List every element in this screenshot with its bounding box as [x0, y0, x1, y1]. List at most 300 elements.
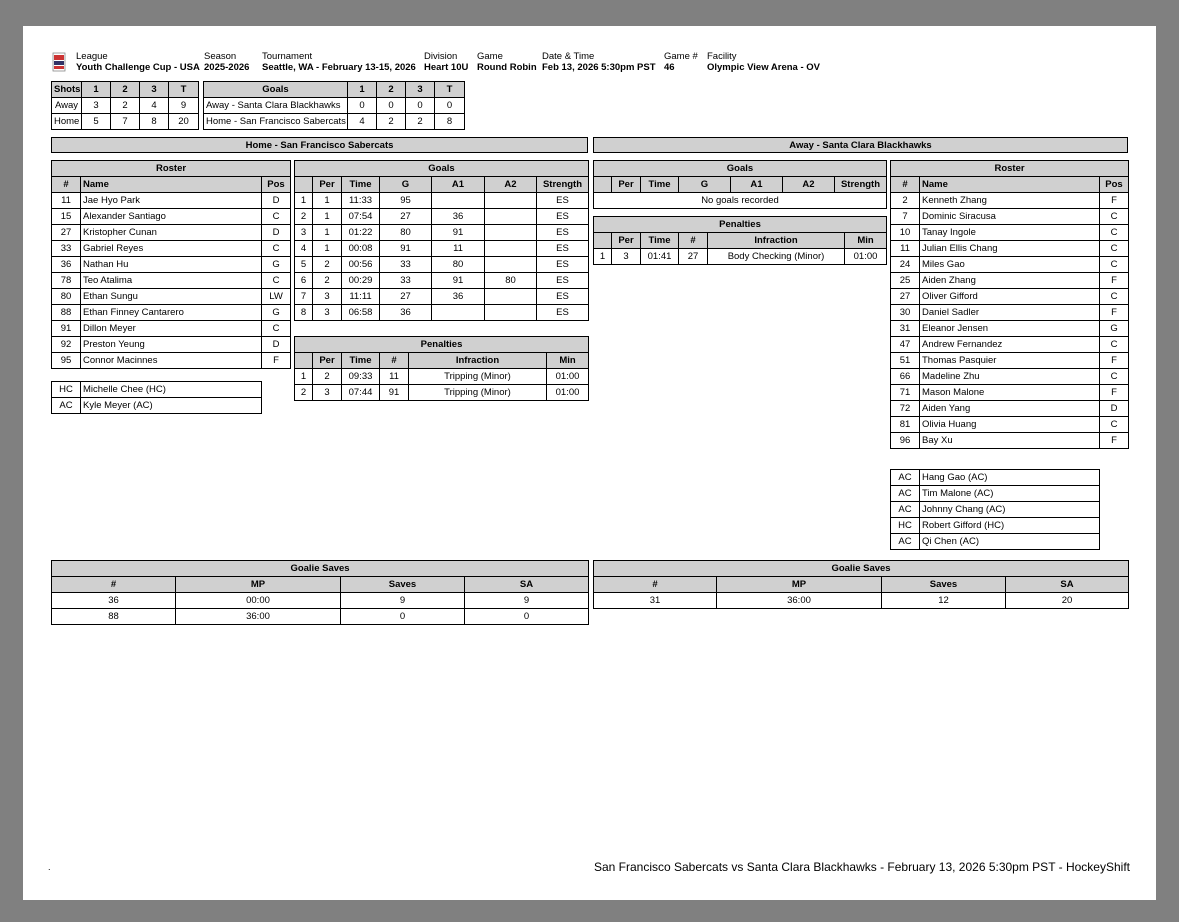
division-value: Heart 10U	[424, 62, 469, 73]
table-cell: Dominic Siracusa	[920, 209, 1100, 225]
table-cell: C	[1100, 369, 1129, 385]
table-cell: AC	[52, 398, 81, 414]
table-cell	[485, 257, 537, 273]
table-cell: 95	[52, 353, 81, 369]
table-cell: 7	[111, 114, 140, 130]
table-cell: 92	[52, 337, 81, 353]
home-roster-row	[52, 305, 291, 321]
shots-row	[52, 98, 199, 114]
column-header	[295, 177, 313, 193]
column-header	[594, 177, 612, 193]
table-cell: Alexander Santiago	[81, 209, 262, 225]
away-roster-table	[890, 160, 1129, 449]
table-cell: 4	[140, 98, 169, 114]
column-header: Infraction	[708, 233, 845, 249]
away-staff-table	[890, 469, 1100, 550]
column-header: MP	[717, 577, 882, 593]
facility-info	[707, 51, 820, 73]
table-cell: 31	[594, 593, 717, 609]
column-header: Time	[641, 177, 679, 193]
table-cell: Ethan Finney Cantarero	[81, 305, 262, 321]
table-cell: 1	[313, 193, 342, 209]
away-staff-row	[891, 470, 1100, 486]
table-cell: 36	[52, 257, 81, 273]
table-cell: C	[262, 321, 291, 337]
column-header: A2	[783, 177, 835, 193]
table-cell: D	[262, 225, 291, 241]
table-cell: 8	[435, 114, 465, 130]
away-penalty-row	[594, 249, 887, 265]
table-cell: 31	[891, 321, 920, 337]
home-goals-title: Goals	[295, 161, 589, 177]
facility-value: Olympic View Arena - OV	[707, 62, 820, 73]
away-roster-row	[891, 241, 1129, 257]
away-roster-row	[891, 257, 1129, 273]
league-label: League	[76, 51, 108, 62]
column-header: 2	[377, 82, 406, 98]
game-info	[477, 51, 537, 73]
table-cell: ES	[537, 257, 589, 273]
table-cell: 27	[891, 289, 920, 305]
gamenum-label: Game #	[664, 51, 698, 62]
column-header: A1	[731, 177, 783, 193]
table-cell: F	[1100, 433, 1129, 449]
column-header: Time	[342, 353, 380, 369]
home-roster-table	[51, 160, 291, 369]
table-cell: 33	[380, 273, 432, 289]
table-cell: 01:22	[342, 225, 380, 241]
facility-label: Facility	[707, 51, 737, 62]
table-cell: 1	[295, 193, 313, 209]
away-roster-row	[891, 417, 1129, 433]
home-penalty-row	[295, 385, 589, 401]
footer-text: San Francisco Sabercats vs Santa Clara Blackhawks - February 13, 2026 5:30pm PST - HockeyShift	[593, 860, 1130, 874]
table-cell: ES	[537, 225, 589, 241]
column-header: Min	[547, 353, 589, 369]
table-cell: 11	[380, 369, 409, 385]
table-cell: 81	[891, 417, 920, 433]
table-cell: 20	[1006, 593, 1129, 609]
table-cell: Home	[52, 114, 82, 130]
table-cell	[485, 289, 537, 305]
column-header: T	[435, 82, 465, 98]
table-cell: 0	[341, 609, 465, 625]
table-cell: Aiden Yang	[920, 401, 1100, 417]
table-cell: 2	[406, 114, 435, 130]
table-cell: Eleanor Jensen	[920, 321, 1100, 337]
table-cell: 36:00	[717, 593, 882, 609]
table-cell: Michelle Chee (HC)	[81, 382, 262, 398]
column-header: G	[380, 177, 432, 193]
table-cell: 20	[169, 114, 199, 130]
table-cell: 80	[485, 273, 537, 289]
table-cell: 07:44	[342, 385, 380, 401]
table-cell: Qi Chen (AC)	[920, 534, 1100, 550]
table-cell: 2	[313, 257, 342, 273]
league-value: Youth Challenge Cup - USA	[76, 62, 200, 73]
datetime-info	[542, 51, 656, 73]
table-cell: F	[1100, 305, 1129, 321]
column-header: 3	[140, 82, 169, 98]
table-cell: 4	[348, 114, 377, 130]
table-cell: 72	[891, 401, 920, 417]
table-cell: Hang Gao (AC)	[920, 470, 1100, 486]
table-cell: Tripping (Minor)	[409, 369, 547, 385]
division-info	[424, 51, 468, 73]
column-header: A2	[485, 177, 537, 193]
table-cell: Jae Hyo Park	[81, 193, 262, 209]
table-cell: 6	[295, 273, 313, 289]
column-header: SA	[1006, 577, 1129, 593]
table-cell: 36	[52, 593, 176, 609]
table-cell: C	[262, 241, 291, 257]
table-cell: G	[1100, 321, 1129, 337]
table-cell: LW	[262, 289, 291, 305]
table-cell: Mason Malone	[920, 385, 1100, 401]
table-cell: 7	[891, 209, 920, 225]
table-cell: Thomas Pasquier	[920, 353, 1100, 369]
table-cell: 2	[377, 114, 406, 130]
table-cell: AC	[891, 534, 920, 550]
table-cell: 95	[380, 193, 432, 209]
table-cell: AC	[891, 502, 920, 518]
goals-summary-row	[204, 98, 465, 114]
table-cell: 5	[82, 114, 111, 130]
home-roster-row	[52, 257, 291, 273]
home-roster-row	[52, 225, 291, 241]
table-cell: C	[1100, 417, 1129, 433]
away-roster-row	[891, 289, 1129, 305]
table-cell: Bay Xu	[920, 433, 1100, 449]
table-cell: 36	[380, 305, 432, 321]
home-roster-title: Roster	[52, 161, 291, 177]
table-cell: 36	[432, 289, 485, 305]
away-staff-row	[891, 486, 1100, 502]
table-cell: 5	[295, 257, 313, 273]
table-cell: Olivia Huang	[920, 417, 1100, 433]
home-staff-row	[52, 398, 262, 414]
away-staff-row	[891, 534, 1100, 550]
table-cell: 3	[612, 249, 641, 265]
table-cell: Julian Ellis Chang	[920, 241, 1100, 257]
table-cell: 3	[313, 305, 342, 321]
table-cell: C	[262, 273, 291, 289]
table-cell: 2	[891, 193, 920, 209]
table-cell: 33	[380, 257, 432, 273]
table-cell: 51	[891, 353, 920, 369]
table-cell: C	[262, 209, 291, 225]
away-goalie-row	[594, 593, 1129, 609]
home-goal-row	[295, 193, 589, 209]
away-roster-row	[891, 337, 1129, 353]
column-header: MP	[176, 577, 341, 593]
table-cell: 36	[432, 209, 485, 225]
home-goal-row	[295, 305, 589, 321]
datetime-label: Date & Time	[542, 51, 595, 62]
away-goalie-title: Goalie Saves	[594, 561, 1129, 577]
table-cell: 11	[432, 241, 485, 257]
table-cell: ES	[537, 193, 589, 209]
table-cell: G	[262, 257, 291, 273]
away-roster-row	[891, 369, 1129, 385]
column-header: 3	[406, 82, 435, 98]
column-header: 2	[111, 82, 140, 98]
table-cell: 78	[52, 273, 81, 289]
table-cell: 91	[52, 321, 81, 337]
home-staff-row	[52, 382, 262, 398]
away-roster-row	[891, 273, 1129, 289]
table-cell: 91	[432, 273, 485, 289]
table-cell: 3	[295, 225, 313, 241]
home-goal-row	[295, 289, 589, 305]
table-cell: 11:11	[342, 289, 380, 305]
table-cell: F	[1100, 193, 1129, 209]
league-info	[76, 51, 200, 73]
table-cell: Oliver Gifford	[920, 289, 1100, 305]
table-cell: 1	[313, 241, 342, 257]
table-cell: 66	[891, 369, 920, 385]
table-cell: 00:00	[176, 593, 341, 609]
table-cell: 0	[435, 98, 465, 114]
column-header	[594, 233, 612, 249]
table-cell: 8	[295, 305, 313, 321]
gamenum-value: 46	[664, 62, 675, 73]
home-roster-row	[52, 321, 291, 337]
league-logo-icon	[52, 52, 66, 72]
table-cell: F	[1100, 385, 1129, 401]
home-roster-row	[52, 209, 291, 225]
table-cell: 8	[140, 114, 169, 130]
away-roster-row	[891, 209, 1129, 225]
away-roster-row	[891, 225, 1129, 241]
season-value: 2025-2026	[204, 62, 250, 73]
goals-summary-table	[203, 81, 465, 130]
table-cell: 01:00	[547, 385, 589, 401]
column-header: Strength	[835, 177, 887, 193]
column-header: T	[169, 82, 199, 98]
table-cell	[485, 193, 537, 209]
table-cell: 96	[891, 433, 920, 449]
away-roster-title: Roster	[891, 161, 1129, 177]
table-cell: 33	[52, 241, 81, 257]
column-header: #	[380, 353, 409, 369]
table-cell: Tripping (Minor)	[409, 385, 547, 401]
table-cell: 7	[295, 289, 313, 305]
column-header: Saves	[882, 577, 1006, 593]
table-cell: Dillon Meyer	[81, 321, 262, 337]
footer-dot: .	[48, 862, 51, 872]
table-cell: 00:08	[342, 241, 380, 257]
table-cell: 2	[313, 273, 342, 289]
table-cell: 27	[679, 249, 708, 265]
column-header: Name	[920, 177, 1100, 193]
column-header: SA	[465, 577, 589, 593]
home-goalie-row	[52, 609, 589, 625]
table-cell: C	[1100, 337, 1129, 353]
away-goals-table	[593, 160, 887, 209]
table-cell: 1	[594, 249, 612, 265]
table-cell	[432, 193, 485, 209]
table-cell	[485, 209, 537, 225]
table-cell: ES	[537, 305, 589, 321]
home-penalties-title: Penalties	[295, 337, 589, 353]
column-header: #	[594, 577, 717, 593]
column-header: Time	[342, 177, 380, 193]
table-cell: 15	[52, 209, 81, 225]
tournament-label: Tournament	[262, 51, 313, 62]
away-roster-row	[891, 353, 1129, 369]
column-header: #	[52, 177, 81, 193]
home-goal-row	[295, 241, 589, 257]
table-cell: 09:33	[342, 369, 380, 385]
table-cell: 88	[52, 305, 81, 321]
table-cell: AC	[891, 470, 920, 486]
table-cell	[432, 305, 485, 321]
table-cell: 0	[377, 98, 406, 114]
table-cell: Johnny Chang (AC)	[920, 502, 1100, 518]
table-cell: F	[1100, 353, 1129, 369]
table-cell	[485, 225, 537, 241]
table-cell: Nathan Hu	[81, 257, 262, 273]
table-cell: HC	[52, 382, 81, 398]
column-header: Per	[612, 177, 641, 193]
table-cell: ES	[537, 289, 589, 305]
home-goal-row	[295, 273, 589, 289]
table-cell: 80	[432, 257, 485, 273]
shots-table	[51, 81, 199, 130]
no-goals-message: No goals recorded	[594, 193, 887, 209]
column-header	[295, 353, 313, 369]
table-cell: 0	[406, 98, 435, 114]
column-header: #	[679, 233, 708, 249]
away-goalie-table	[593, 560, 1129, 609]
column-header: #	[891, 177, 920, 193]
table-cell: 2	[295, 209, 313, 225]
away-staff-row	[891, 518, 1100, 534]
table-cell: C	[1100, 257, 1129, 273]
table-cell: 2	[295, 385, 313, 401]
away-roster-row	[891, 305, 1129, 321]
home-roster-row	[52, 353, 291, 369]
table-cell: C	[1100, 209, 1129, 225]
away-penalties-table	[593, 216, 887, 265]
away-roster-row	[891, 193, 1129, 209]
column-header: Pos	[1100, 177, 1129, 193]
column-header: Goals	[204, 82, 348, 98]
home-goalie-row	[52, 593, 589, 609]
table-cell: 10	[891, 225, 920, 241]
column-header: Per	[313, 353, 342, 369]
table-cell: Ethan Sungu	[81, 289, 262, 305]
table-cell: G	[262, 305, 291, 321]
table-cell: 1	[313, 225, 342, 241]
table-cell: Andrew Fernandez	[920, 337, 1100, 353]
table-cell: 00:29	[342, 273, 380, 289]
home-roster-row	[52, 289, 291, 305]
shots-row	[52, 114, 199, 130]
table-cell: 11:33	[342, 193, 380, 209]
table-cell: 11	[891, 241, 920, 257]
table-cell: Kenneth Zhang	[920, 193, 1100, 209]
away-goals-title: Goals	[594, 161, 887, 177]
column-header: Saves	[341, 577, 465, 593]
column-header: A1	[432, 177, 485, 193]
home-team-title: Home - San Francisco Sabercats	[51, 137, 588, 153]
table-cell: Madeline Zhu	[920, 369, 1100, 385]
table-cell: 4	[295, 241, 313, 257]
table-cell: 25	[891, 273, 920, 289]
table-cell: Away - Santa Clara Blackhawks	[204, 98, 348, 114]
table-cell: 3	[313, 289, 342, 305]
home-goal-row	[295, 225, 589, 241]
away-roster-row	[891, 401, 1129, 417]
tournament-info	[262, 51, 416, 73]
score-sheet	[23, 26, 1156, 900]
home-goalie-table	[51, 560, 589, 625]
table-cell: 06:58	[342, 305, 380, 321]
table-cell: HC	[891, 518, 920, 534]
table-cell: 88	[52, 609, 176, 625]
table-cell: ES	[537, 273, 589, 289]
table-cell: Away	[52, 98, 82, 114]
table-cell: Gabriel Reyes	[81, 241, 262, 257]
table-cell: 80	[52, 289, 81, 305]
table-cell: F	[262, 353, 291, 369]
column-header: Pos	[262, 177, 291, 193]
table-cell: 11	[52, 193, 81, 209]
table-cell: 3	[82, 98, 111, 114]
column-header: Min	[845, 233, 887, 249]
table-cell: 1	[295, 369, 313, 385]
table-cell: Robert Gifford (HC)	[920, 518, 1100, 534]
away-roster-row	[891, 433, 1129, 449]
home-goalie-title: Goalie Saves	[52, 561, 589, 577]
season-info	[204, 51, 249, 73]
home-roster-row	[52, 241, 291, 257]
away-roster-row	[891, 321, 1129, 337]
table-cell: Miles Gao	[920, 257, 1100, 273]
gamenum-info	[664, 51, 698, 73]
tournament-value: Seattle, WA - February 13-15, 2026	[262, 62, 416, 73]
table-cell: Kyle Meyer (AC)	[81, 398, 262, 414]
home-roster-row	[52, 193, 291, 209]
table-cell: 27	[52, 225, 81, 241]
table-cell: D	[1100, 401, 1129, 417]
table-cell: 36:00	[176, 609, 341, 625]
table-cell: Home - San Francisco Sabercats	[204, 114, 348, 130]
table-cell: 1	[313, 209, 342, 225]
home-goals-table	[294, 160, 589, 321]
table-cell: 0	[348, 98, 377, 114]
table-cell: Connor Macinnes	[81, 353, 262, 369]
column-header: Shots	[52, 82, 82, 98]
table-cell: Daniel Sadler	[920, 305, 1100, 321]
column-header: Infraction	[409, 353, 547, 369]
table-cell: ES	[537, 241, 589, 257]
datetime-value: Feb 13, 2026 5:30pm PST	[542, 62, 656, 73]
table-cell	[485, 241, 537, 257]
home-penalties-table	[294, 336, 589, 401]
table-cell: 12	[882, 593, 1006, 609]
division-label: Division	[424, 51, 458, 62]
table-cell: Aiden Zhang	[920, 273, 1100, 289]
table-cell: C	[1100, 241, 1129, 257]
column-header: G	[679, 177, 731, 193]
away-penalties-title: Penalties	[594, 217, 887, 233]
column-header: #	[52, 577, 176, 593]
table-cell: Teo Atalima	[81, 273, 262, 289]
home-penalty-row	[295, 369, 589, 385]
